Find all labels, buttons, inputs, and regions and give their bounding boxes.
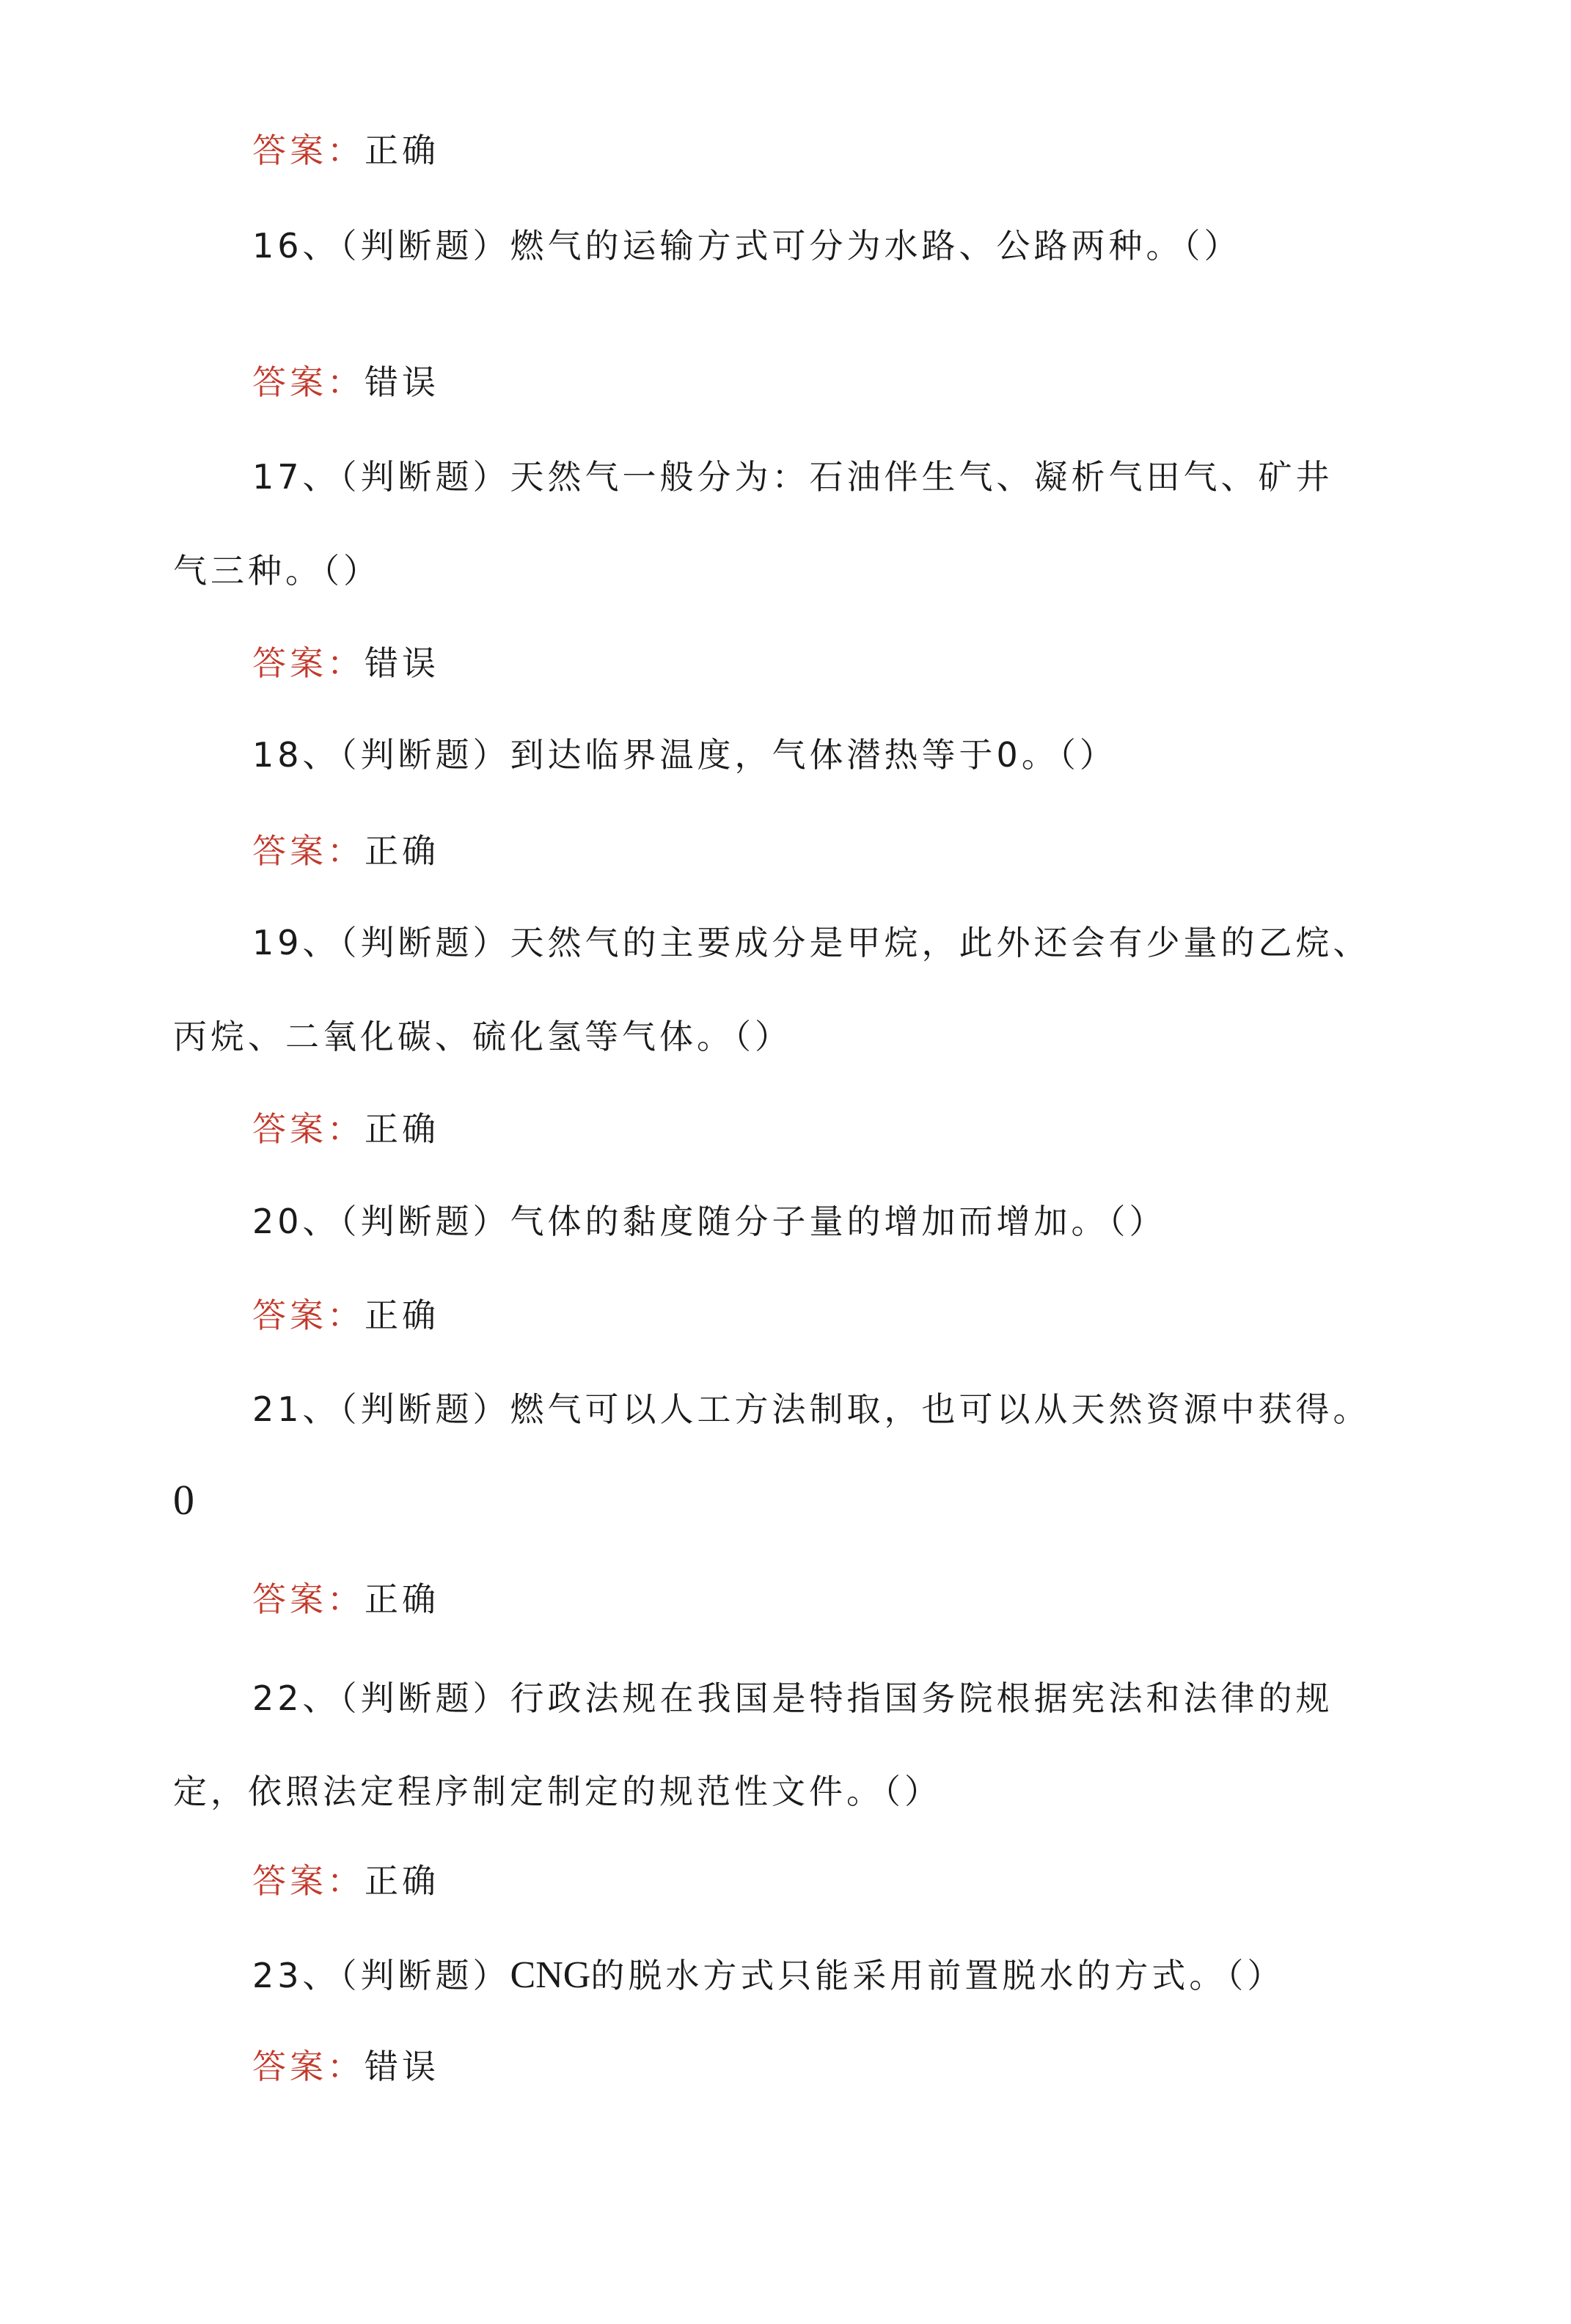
question-number: 18、: [252, 735, 340, 775]
answer-value: 错误: [365, 643, 439, 683]
question-type-tag: （判断题）: [340, 1678, 510, 1718]
answer-line: [252, 1859, 439, 1903]
question-text: 到达临界温度，气体潜热等于0。（）: [510, 735, 1117, 775]
answer-label: 答案：: [252, 362, 365, 402]
question-16: [252, 224, 1242, 268]
question-number: 22、: [252, 1678, 340, 1718]
question-number: 21、: [252, 1389, 340, 1429]
question-number: 17、: [252, 457, 340, 497]
question-22: [252, 1676, 1333, 1720]
question-type-tag: （判断题）: [340, 1389, 510, 1429]
answer-value: 正确: [365, 1861, 439, 1901]
question-21-continuation: [173, 1478, 194, 1522]
question-type-tag: （判断题）: [340, 457, 510, 497]
question-text-continued: 气三种。（）: [173, 551, 381, 591]
answer-line: [252, 1107, 439, 1151]
question-text: 行政法规在我国是特指国务院根据宪法和法律的规: [510, 1678, 1333, 1718]
question-text-continued: 定，依照法定程序制定制定的规范性文件。（）: [173, 1772, 942, 1811]
answer-label: 答案：: [252, 831, 365, 871]
question-number: 19、: [252, 923, 340, 962]
question-19-continuation: [173, 1015, 792, 1059]
answer-line: [252, 2045, 439, 2089]
question-17: [252, 455, 1333, 499]
answer-label: 答案：: [252, 1861, 365, 1901]
question-type-tag: （判断题）: [340, 735, 510, 775]
question-21: [252, 1387, 1371, 1431]
answer-label: 答案：: [252, 2047, 365, 2086]
question-number: 20、: [252, 1202, 340, 1241]
question-text: 天然气一般分为：石油伴生气、凝析气田气、矿井: [510, 457, 1333, 497]
question-text: 气体的黏度随分子量的增加而增加。（）: [510, 1202, 1167, 1241]
question-text: 燃气的运输方式可分为水路、公路两种。（）: [510, 226, 1242, 266]
answer-label: 答案：: [252, 1579, 365, 1619]
answer-value: 正确: [365, 1296, 439, 1335]
answer-line: [252, 641, 439, 685]
answer-value: 正确: [365, 1109, 439, 1149]
answer-line: [252, 1577, 439, 1621]
question-text: 燃气可以人工方法制取，也可以从天然资源中获得。: [510, 1389, 1371, 1429]
answer-value: 错误: [365, 362, 439, 402]
question-19: [252, 921, 1371, 965]
answer-value: 错误: [365, 2047, 439, 2086]
answer-label: 答案：: [252, 1109, 365, 1149]
question-text: 天然气的主要成分是甲烷，此外还会有少量的乙烷、: [510, 923, 1371, 962]
question-type-tag: （判断题）: [340, 226, 510, 266]
answer-label: 答案：: [252, 643, 365, 683]
answer-label: 答案：: [252, 131, 365, 170]
answer-value: 正确: [365, 831, 439, 871]
question-type-tag: （判断题）: [340, 1202, 510, 1241]
question-text-continued: 0: [173, 1476, 194, 1524]
answer-label: 答案：: [252, 1296, 365, 1335]
question-22-continuation: [173, 1769, 942, 1813]
answer-value: 正确: [365, 1579, 439, 1619]
question-number: 23、: [252, 1956, 340, 1995]
question-23: [252, 1954, 1284, 1998]
question-text-continued: 丙烷、二氧化碳、硫化氢等气体。（）: [173, 1017, 792, 1056]
question-abbreviation: CNG: [510, 1954, 591, 1996]
question-18: [252, 733, 1117, 777]
question-type-tag: （判断题）: [340, 1956, 510, 1995]
question-17-continuation: [173, 549, 381, 593]
question-number: 16、: [252, 226, 340, 266]
answer-value: 正确: [365, 131, 439, 170]
question-type-tag: （判断题）: [340, 923, 510, 962]
answer-line: [252, 128, 439, 172]
answer-line: [252, 829, 439, 873]
question-20: [252, 1199, 1167, 1243]
question-text: 的脱水方式只能采用前置脱水的方式。（）: [590, 1956, 1285, 1995]
answer-line: [252, 360, 439, 404]
answer-line: [252, 1293, 439, 1337]
